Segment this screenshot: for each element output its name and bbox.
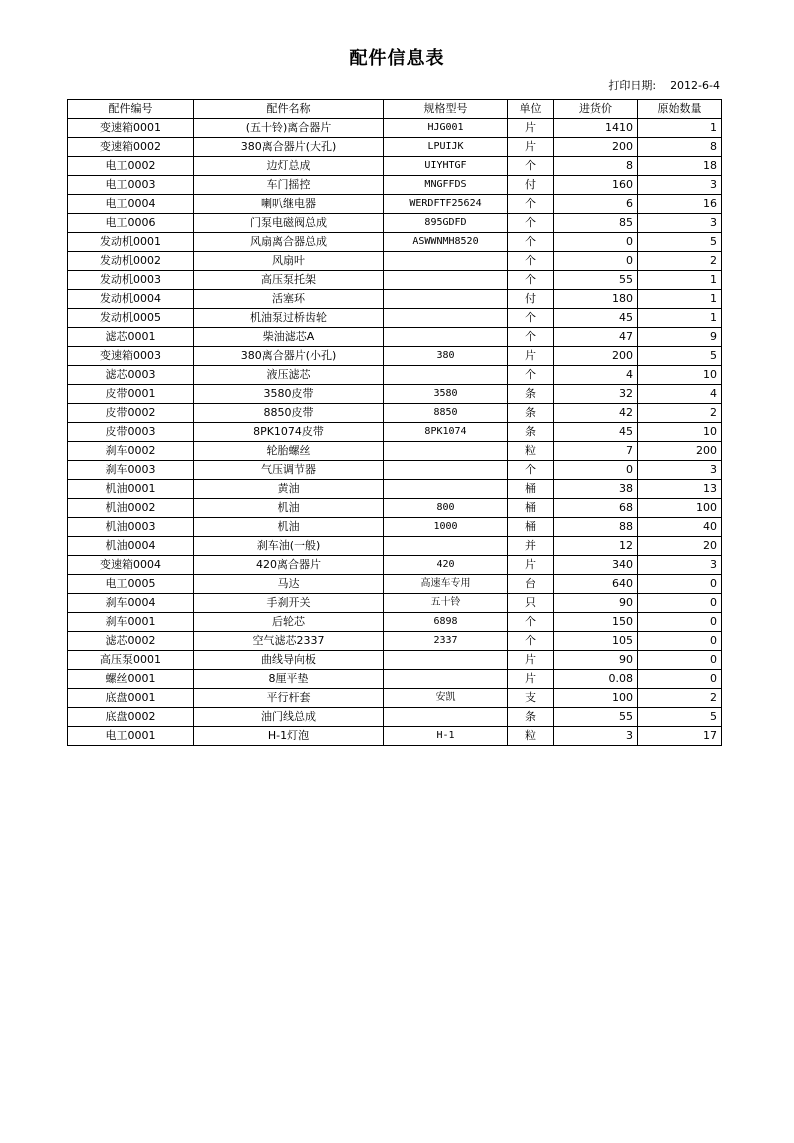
qty-cell: 3	[638, 176, 722, 195]
qty-cell: 20	[638, 537, 722, 556]
table-row	[68, 613, 722, 632]
part-no-cell: 刹车0001	[68, 613, 194, 632]
part-name-cell: 8PK1074皮带	[194, 423, 384, 442]
qty-cell: 0	[638, 613, 722, 632]
column-header-price: 进货价	[554, 100, 638, 119]
part-name-cell: 边灯总成	[194, 157, 384, 176]
spec-cell: 420	[384, 556, 508, 575]
unit-cell: 个	[508, 309, 554, 328]
spec-cell: 2337	[384, 632, 508, 651]
part-name-cell: 机油	[194, 499, 384, 518]
price-cell: 1410	[554, 119, 638, 138]
spec-cell: MNGFFDS	[384, 176, 508, 195]
price-cell: 200	[554, 347, 638, 366]
qty-cell: 1	[638, 309, 722, 328]
table-row	[68, 442, 722, 461]
page-title: 配件信息表	[349, 48, 445, 69]
table-row	[68, 385, 722, 404]
qty-cell: 100	[638, 499, 722, 518]
price-cell: 55	[554, 708, 638, 727]
part-no-cell: 皮带0002	[68, 404, 194, 423]
spec-cell: 800	[384, 499, 508, 518]
qty-cell: 5	[638, 708, 722, 727]
spec-cell	[384, 670, 508, 689]
qty-cell: 16	[638, 195, 722, 214]
spec-cell: 895GDFD	[384, 214, 508, 233]
table-row	[68, 537, 722, 556]
unit-cell: 只	[508, 594, 554, 613]
table-row	[68, 252, 722, 271]
table-row	[68, 233, 722, 252]
part-name-cell: (五十铃)离合器片	[194, 119, 384, 138]
price-cell: 340	[554, 556, 638, 575]
unit-cell: 个	[508, 214, 554, 233]
spec-cell: 高速车专用	[384, 575, 508, 594]
spec-cell	[384, 328, 508, 347]
spec-cell: UIYHTGF	[384, 157, 508, 176]
part-name-cell: 后轮芯	[194, 613, 384, 632]
table-header-row	[68, 100, 722, 119]
part-name-cell: 活塞环	[194, 290, 384, 309]
unit-cell: 付	[508, 290, 554, 309]
spec-cell: 安凯	[384, 689, 508, 708]
table-row	[68, 499, 722, 518]
price-cell: 160	[554, 176, 638, 195]
qty-cell: 0	[638, 594, 722, 613]
unit-cell: 个	[508, 613, 554, 632]
unit-cell: 片	[508, 138, 554, 157]
unit-cell: 个	[508, 271, 554, 290]
part-name-cell: H-1灯泡	[194, 727, 384, 746]
unit-cell: 个	[508, 328, 554, 347]
part-name-cell: 3580皮带	[194, 385, 384, 404]
spec-cell	[384, 442, 508, 461]
table-row	[68, 271, 722, 290]
unit-cell: 个	[508, 461, 554, 480]
column-header-unit: 单位	[508, 100, 554, 119]
part-name-cell: 高压泵托架	[194, 271, 384, 290]
table-row	[68, 328, 722, 347]
part-name-cell: 轮胎螺丝	[194, 442, 384, 461]
spec-cell	[384, 537, 508, 556]
qty-cell: 2	[638, 252, 722, 271]
unit-cell: 片	[508, 119, 554, 138]
table-row	[68, 575, 722, 594]
part-no-cell: 滤芯0002	[68, 632, 194, 651]
qty-cell: 2	[638, 689, 722, 708]
print-date-label: 打印日期:	[608, 79, 657, 92]
part-name-cell: 门泵电磁阀总成	[194, 214, 384, 233]
qty-cell: 3	[638, 556, 722, 575]
parts-table	[67, 99, 722, 746]
table-row	[68, 423, 722, 442]
unit-cell: 条	[508, 404, 554, 423]
price-cell: 90	[554, 651, 638, 670]
unit-cell: 粒	[508, 442, 554, 461]
part-no-cell: 皮带0003	[68, 423, 194, 442]
unit-cell: 片	[508, 347, 554, 366]
spec-cell	[384, 252, 508, 271]
table-row	[68, 480, 722, 499]
qty-cell: 17	[638, 727, 722, 746]
table-row	[68, 594, 722, 613]
part-name-cell: 气压调节器	[194, 461, 384, 480]
qty-cell: 0	[638, 651, 722, 670]
part-no-cell: 刹车0002	[68, 442, 194, 461]
unit-cell: 粒	[508, 727, 554, 746]
table-row	[68, 138, 722, 157]
part-name-cell: 手刹开关	[194, 594, 384, 613]
price-cell: 4	[554, 366, 638, 385]
spec-cell	[384, 480, 508, 499]
unit-cell: 个	[508, 252, 554, 271]
unit-cell: 条	[508, 708, 554, 727]
qty-cell: 5	[638, 347, 722, 366]
price-cell: 88	[554, 518, 638, 537]
table-row	[68, 290, 722, 309]
qty-cell: 0	[638, 575, 722, 594]
part-name-cell: 液压滤芯	[194, 366, 384, 385]
part-name-cell: 曲线导向板	[194, 651, 384, 670]
spec-cell	[384, 461, 508, 480]
part-no-cell: 螺丝0001	[68, 670, 194, 689]
qty-cell: 200	[638, 442, 722, 461]
part-name-cell: 喇叭继电器	[194, 195, 384, 214]
price-cell: 47	[554, 328, 638, 347]
unit-cell: 条	[508, 385, 554, 404]
part-no-cell: 滤芯0003	[68, 366, 194, 385]
spec-cell: 3580	[384, 385, 508, 404]
part-name-cell: 8850皮带	[194, 404, 384, 423]
price-cell: 640	[554, 575, 638, 594]
column-header-qty: 原始数量	[638, 100, 722, 119]
qty-cell: 8	[638, 138, 722, 157]
part-name-cell: 风扇叶	[194, 252, 384, 271]
unit-cell: 付	[508, 176, 554, 195]
qty-cell: 4	[638, 385, 722, 404]
price-cell: 68	[554, 499, 638, 518]
qty-cell: 10	[638, 366, 722, 385]
unit-cell: 桶	[508, 499, 554, 518]
qty-cell: 3	[638, 461, 722, 480]
qty-cell: 13	[638, 480, 722, 499]
spec-cell	[384, 708, 508, 727]
part-no-cell: 高压泵0001	[68, 651, 194, 670]
qty-cell: 40	[638, 518, 722, 537]
spec-cell	[384, 309, 508, 328]
unit-cell: 并	[508, 537, 554, 556]
part-no-cell: 机油0003	[68, 518, 194, 537]
part-name-cell: 马达	[194, 575, 384, 594]
price-cell: 100	[554, 689, 638, 708]
price-cell: 180	[554, 290, 638, 309]
part-name-cell: 平行杆套	[194, 689, 384, 708]
part-no-cell: 刹车0003	[68, 461, 194, 480]
qty-cell: 18	[638, 157, 722, 176]
qty-cell: 2	[638, 404, 722, 423]
spec-cell: 6898	[384, 613, 508, 632]
price-cell: 6	[554, 195, 638, 214]
part-name-cell: 刹车油(一般)	[194, 537, 384, 556]
table-row	[68, 347, 722, 366]
spec-cell: WERDFTF25624	[384, 195, 508, 214]
price-cell: 0.08	[554, 670, 638, 689]
qty-cell: 1	[638, 290, 722, 309]
column-header-part-no: 配件编号	[68, 100, 194, 119]
unit-cell: 条	[508, 423, 554, 442]
unit-cell: 桶	[508, 518, 554, 537]
part-no-cell: 电工0003	[68, 176, 194, 195]
qty-cell: 10	[638, 423, 722, 442]
price-cell: 55	[554, 271, 638, 290]
part-no-cell: 滤芯0001	[68, 328, 194, 347]
price-cell: 0	[554, 252, 638, 271]
table-row	[68, 727, 722, 746]
part-no-cell: 电工0004	[68, 195, 194, 214]
price-cell: 105	[554, 632, 638, 651]
spec-cell: H-1	[384, 727, 508, 746]
unit-cell: 桶	[508, 480, 554, 499]
part-name-cell: 油门线总成	[194, 708, 384, 727]
part-name-cell: 机油泵过桥齿轮	[194, 309, 384, 328]
part-no-cell: 发动机0005	[68, 309, 194, 328]
price-cell: 0	[554, 233, 638, 252]
print-date-value: 2012-6-4	[670, 79, 720, 92]
unit-cell: 个	[508, 195, 554, 214]
price-cell: 42	[554, 404, 638, 423]
price-cell: 12	[554, 537, 638, 556]
table-row	[68, 518, 722, 537]
unit-cell: 台	[508, 575, 554, 594]
part-name-cell: 车门摇控	[194, 176, 384, 195]
unit-cell: 个	[508, 366, 554, 385]
spec-cell: ASWWNMH8520	[384, 233, 508, 252]
table-row	[68, 214, 722, 233]
unit-cell: 片	[508, 556, 554, 575]
spec-cell: 1000	[384, 518, 508, 537]
part-no-cell: 发动机0001	[68, 233, 194, 252]
part-name-cell: 420离合器片	[194, 556, 384, 575]
spec-cell: LPUIJK	[384, 138, 508, 157]
part-name-cell: 380离合器片(小孔)	[194, 347, 384, 366]
part-no-cell: 底盘0002	[68, 708, 194, 727]
spec-cell: 380	[384, 347, 508, 366]
qty-cell: 1	[638, 271, 722, 290]
part-no-cell: 发动机0002	[68, 252, 194, 271]
part-no-cell: 皮带0001	[68, 385, 194, 404]
table-row	[68, 632, 722, 651]
part-no-cell: 发动机0004	[68, 290, 194, 309]
part-no-cell: 机油0001	[68, 480, 194, 499]
spec-cell: 8PK1074	[384, 423, 508, 442]
part-name-cell: 空气滤芯2337	[194, 632, 384, 651]
spec-cell	[384, 366, 508, 385]
table-row	[68, 157, 722, 176]
part-no-cell: 电工0005	[68, 575, 194, 594]
price-cell: 32	[554, 385, 638, 404]
price-cell: 85	[554, 214, 638, 233]
price-cell: 45	[554, 423, 638, 442]
spec-cell	[384, 271, 508, 290]
qty-cell: 1	[638, 119, 722, 138]
part-name-cell: 风扇离合器总成	[194, 233, 384, 252]
unit-cell: 支	[508, 689, 554, 708]
part-no-cell: 机油0002	[68, 499, 194, 518]
price-cell: 150	[554, 613, 638, 632]
part-no-cell: 底盘0001	[68, 689, 194, 708]
part-no-cell: 变速箱0001	[68, 119, 194, 138]
table-row	[68, 708, 722, 727]
spec-cell: 8850	[384, 404, 508, 423]
table-row	[68, 366, 722, 385]
column-header-part-name: 配件名称	[194, 100, 384, 119]
part-no-cell: 变速箱0002	[68, 138, 194, 157]
part-name-cell: 8厘平垫	[194, 670, 384, 689]
table-body	[68, 119, 722, 746]
part-no-cell: 电工0006	[68, 214, 194, 233]
part-no-cell: 变速箱0003	[68, 347, 194, 366]
table-row	[68, 195, 722, 214]
table-row	[68, 461, 722, 480]
table-row	[68, 119, 722, 138]
part-no-cell: 发动机0003	[68, 271, 194, 290]
price-cell: 7	[554, 442, 638, 461]
table-row	[68, 670, 722, 689]
part-name-cell: 黄油	[194, 480, 384, 499]
unit-cell: 个	[508, 157, 554, 176]
table-row	[68, 651, 722, 670]
spec-cell	[384, 651, 508, 670]
part-no-cell: 变速箱0004	[68, 556, 194, 575]
unit-cell: 个	[508, 632, 554, 651]
qty-cell: 9	[638, 328, 722, 347]
price-cell: 200	[554, 138, 638, 157]
spec-cell	[384, 290, 508, 309]
table-row	[68, 556, 722, 575]
qty-cell: 0	[638, 632, 722, 651]
table-row	[68, 176, 722, 195]
price-cell: 8	[554, 157, 638, 176]
print-date	[520, 77, 720, 93]
qty-cell: 5	[638, 233, 722, 252]
part-name-cell: 380离合器片(大孔)	[194, 138, 384, 157]
part-no-cell: 电工0001	[68, 727, 194, 746]
price-cell: 0	[554, 461, 638, 480]
unit-cell: 片	[508, 651, 554, 670]
part-name-cell: 柴油滤芯A	[194, 328, 384, 347]
price-cell: 90	[554, 594, 638, 613]
table-row	[68, 404, 722, 423]
price-cell: 45	[554, 309, 638, 328]
unit-cell: 个	[508, 233, 554, 252]
part-no-cell: 电工0002	[68, 157, 194, 176]
unit-cell: 片	[508, 670, 554, 689]
part-no-cell: 机油0004	[68, 537, 194, 556]
price-cell: 3	[554, 727, 638, 746]
spec-cell: 五十铃	[384, 594, 508, 613]
spec-cell: HJG001	[384, 119, 508, 138]
price-cell: 38	[554, 480, 638, 499]
part-name-cell: 机油	[194, 518, 384, 537]
table-row	[68, 689, 722, 708]
qty-cell: 0	[638, 670, 722, 689]
column-header-spec: 规格型号	[384, 100, 508, 119]
part-no-cell: 刹车0004	[68, 594, 194, 613]
table-row	[68, 309, 722, 328]
qty-cell: 3	[638, 214, 722, 233]
